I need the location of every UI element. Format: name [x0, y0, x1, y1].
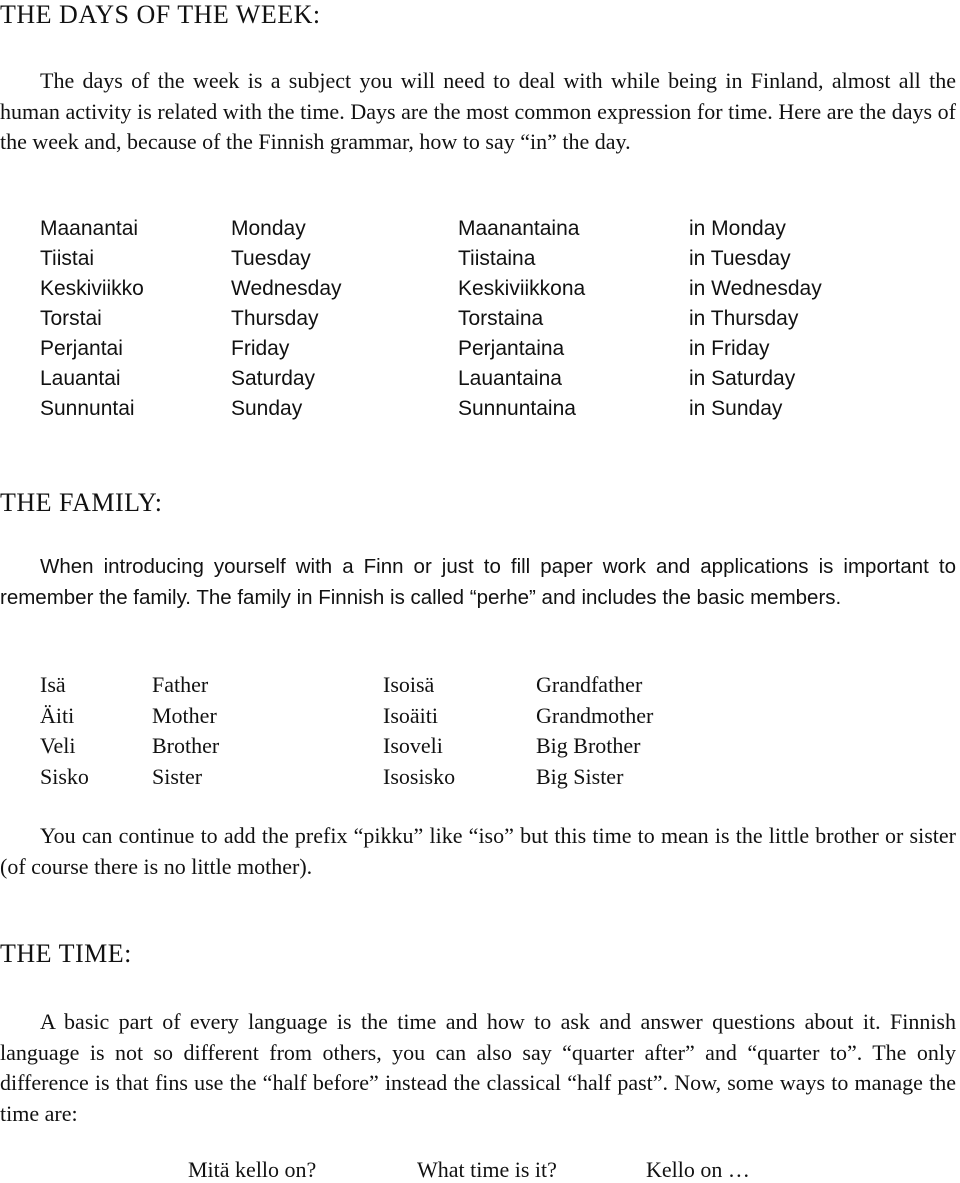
days-table-cell: in Wednesday	[689, 277, 822, 300]
time-phrase: Mitä kello on?	[188, 1157, 317, 1182]
days-table-cell: Sunnuntai	[40, 397, 135, 420]
days-table-cell: Tiistai	[40, 247, 95, 270]
days-table-cell: Keskiviikko	[40, 277, 144, 300]
days-table-cell: Keskiviikkona	[458, 277, 586, 300]
family-table-cell: Äiti	[40, 702, 75, 728]
family-table-cell: Isoisä	[383, 672, 435, 697]
time-intro: A basic part of every language is the time and how to ask and answer questions about it. Finnish language is not so different from others, you can also say “quarter after” and “quarter to”. The only difference is that fins use the “half before” instead the classical “half past”. Now, some ways to manage the time are:	[0, 1009, 956, 1126]
family-table-cell: Sister	[152, 763, 203, 789]
days-table-cell: Maanantai	[40, 217, 139, 240]
family-table-cell: Veli	[40, 733, 76, 758]
family-note: You can continue to add the prefix “pikku” like “iso” but this time to mean is the little brother or sister (of course there is no little mother).	[0, 823, 956, 879]
days-table-cell: Perjantaina	[458, 337, 565, 360]
family-table-cell: Isoäiti	[383, 702, 438, 728]
days-table-cell: in Sunday	[689, 397, 783, 420]
family-table-cell: Grandmother	[536, 702, 654, 728]
family-table-cell: Isä	[40, 672, 66, 697]
family-table-cell: Brother	[152, 733, 220, 758]
time-phrase: What time is it?	[417, 1157, 557, 1182]
family-table-cell: Father	[152, 672, 209, 697]
days-table-cell: Maanantaina	[458, 217, 580, 240]
days-table-cell: Torstai	[40, 307, 102, 330]
days-table-cell: Saturday	[231, 367, 316, 390]
family-table-cell: Isosisko	[383, 763, 456, 789]
days-intro: The days of the week is a subject you will need to deal with while being in Finland, almost all the human activity is related with the time. Days are the most common expression for time. Here are the days of the week and, because of the Finnish grammar, how to say “in” the day.	[0, 68, 956, 154]
family-table-cell: Big Brother	[536, 733, 641, 758]
days-table-cell: Tuesday	[231, 247, 311, 270]
days-table-cell: in Friday	[689, 337, 770, 360]
days-table-cell: in Thursday	[689, 307, 799, 330]
days-table-cell: in Saturday	[689, 367, 796, 390]
time-heading: THE TIME:	[0, 939, 132, 968]
family-intro: When introducing yourself with a Finn or just to fill paper work and applications is important to remember the family. The family in Finnish is called “perhe” and includes the basic members.	[0, 555, 956, 609]
days-table-cell: Sunnuntaina	[458, 397, 576, 420]
family-table-cell: Big Sister	[536, 763, 624, 789]
days-table-cell: Wednesday	[231, 277, 342, 300]
days-table-cell: Thursday	[231, 307, 319, 330]
family-table-cell: Isoveli	[383, 733, 443, 758]
family-heading: THE FAMILY:	[0, 488, 163, 517]
days-table-cell: Lauantaina	[458, 367, 562, 390]
days-table-cell: in Tuesday	[689, 247, 791, 270]
days-table-cell: Friday	[231, 337, 290, 360]
time-phrase: Kello on …	[646, 1157, 750, 1182]
days-table-cell: in Monday	[689, 217, 786, 240]
family-table-cell: Sisko	[40, 763, 89, 789]
days-table-cell: Tiistaina	[458, 247, 536, 270]
family-table-cell: Mother	[152, 702, 217, 728]
days-table-cell: Torstaina	[458, 307, 544, 330]
days-table-cell: Perjantai	[40, 337, 123, 360]
days-heading: THE DAYS OF THE WEEK:	[0, 0, 321, 29]
days-table-cell: Sunday	[231, 397, 303, 420]
family-table-cell: Grandfather	[536, 672, 643, 697]
days-table-cell: Monday	[231, 217, 306, 240]
days-table-cell: Lauantai	[40, 367, 121, 390]
